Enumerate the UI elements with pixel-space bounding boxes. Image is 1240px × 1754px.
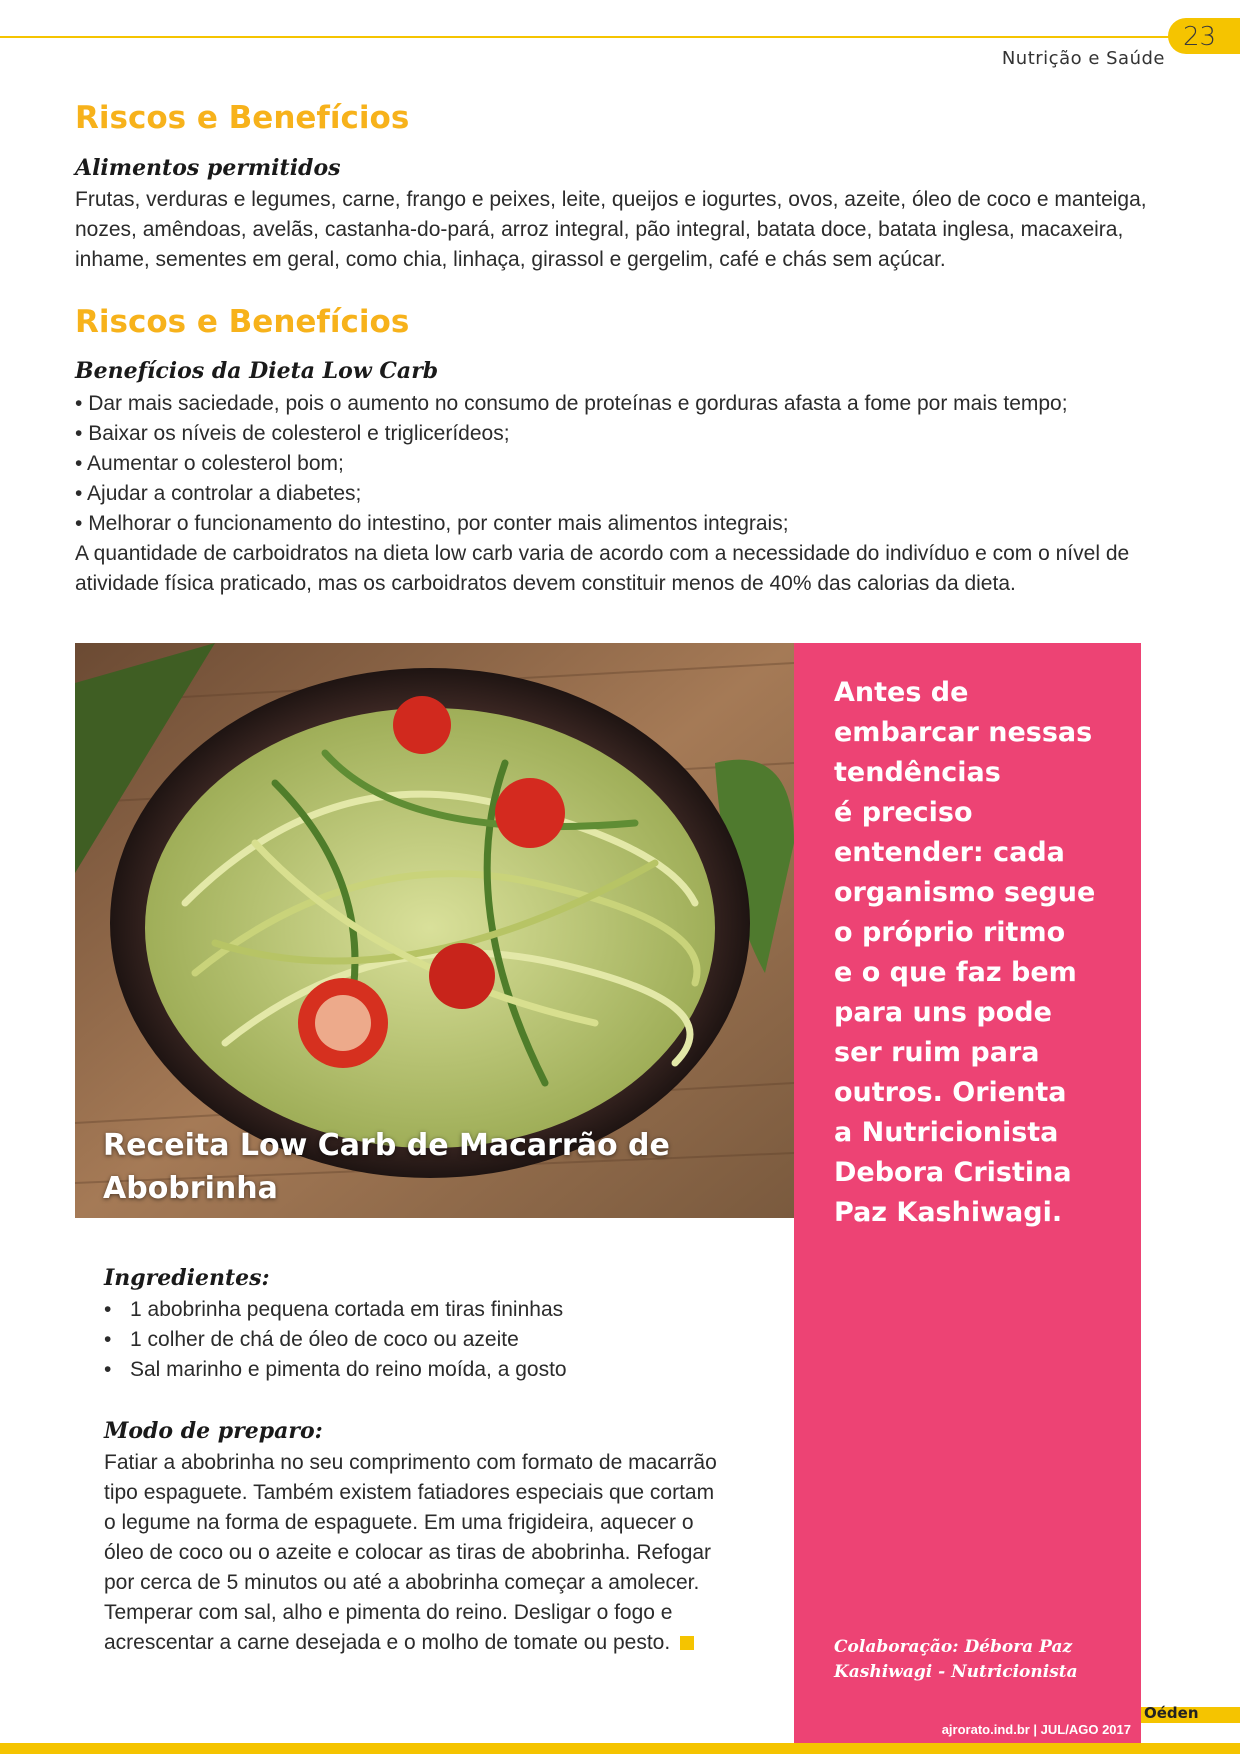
credit-line: Colaboração: Débora Paz Kashiwagi - Nutricionista (834, 1637, 1078, 1682)
list-item: • Ajudar a controlar a diabetes; (75, 479, 1175, 509)
list-item: • 1 colher de chá de óleo de coco ou azeite (104, 1325, 567, 1355)
section-label: Nutrição e Saúde (1001, 48, 1165, 69)
list-item: • Aumentar o colesterol bom; (75, 449, 1175, 479)
benefits-list (75, 389, 1175, 539)
photo-caption: Receita Low Carb de Macarrão de Abobrinha (103, 1128, 670, 1206)
list-item: • Sal marinho e pimenta do reino moída, a gosto (104, 1355, 567, 1385)
ingredients-title: Ingredientes: (104, 1265, 270, 1291)
prep-title: Modo de preparo: (104, 1418, 323, 1444)
list-item: • Dar mais saciedade, pois o aumento no consumo de proteínas e gorduras afasta a fome por mais tempo; (75, 389, 1175, 419)
section2-title: Riscos e Benefícios (75, 304, 410, 340)
list-item: • 1 abobrinha pequena cortada em tiras fininhas (104, 1295, 567, 1325)
section2-text: A quantidade de carboidratos na dieta low carb varia de acordo com a necessidade do indivíduo e com o nível de atividade física praticado, mas os carboidratos devem constituir menos de 40% das calorias da dieta. (75, 542, 1130, 595)
section1-text: Frutas, verduras e legumes, carne, frango e peixes, leite, queijos e iogurtes, ovos, azeite, óleo de coco e manteiga, nozes, amêndoas, avelãs, castanha-do-pará, arroz integral, pão integral, batata doce, batata inglesa, macaxeira, inhame, sementes em geral, como chia, linhaça, girassol e gergelim, café e chás sem açúcar. (75, 188, 1147, 271)
quote-sidebar (794, 643, 1141, 1743)
page-number: 23 (1183, 22, 1217, 52)
prep-text: Fatiar a abobrinha no seu comprimento com formato de macarrão tipo espaguete. Também existem fatiadores especiais que cortam o legume na forma de espaguete. Em uma frigideira, aquecer o óleo de coco ou o azeite e colocar as tiras de abobrinha. Refogar por cerca de 5 minutos ou até a abobrinha começar a amolecer. Temperar com sal, alho e pimenta do reino. Desligar o fogo e acrescentar a carne desejada e o molho de tomate ou pesto. (104, 1451, 717, 1654)
list-item: • Melhorar o funcionamento do intestino, por conter mais alimentos integrais; (75, 509, 1175, 539)
footer-rule (0, 1743, 1240, 1754)
end-mark (680, 1636, 694, 1650)
footer-source: ajrorato.ind.br | JUL/AGO 2017 (941, 1722, 1131, 1737)
section1-title: Riscos e Benefícios (75, 100, 410, 136)
recipe-photo (75, 643, 794, 1218)
section1-subtitle: Alimentos permitidos (75, 155, 341, 181)
section2-subtitle: Benefícios da Dieta Low Carb (75, 358, 439, 384)
pull-quote: Antes de embarcar nessas tendências é preciso entender: cada organismo segue o próprio ritmo e o que faz bem para uns pode ser ruim para outros. Orienta a Nutricionista Debora Cristina Paz Kashiwagi. (834, 677, 1096, 1228)
prep-text-block (104, 1448, 724, 1658)
ingredients-list (104, 1295, 567, 1385)
list-item: • Baixar os níveis de colesterol e triglicerídeos; (75, 419, 1175, 449)
header-rule (0, 36, 1175, 38)
brand-logo: Oéden (1144, 1704, 1199, 1722)
